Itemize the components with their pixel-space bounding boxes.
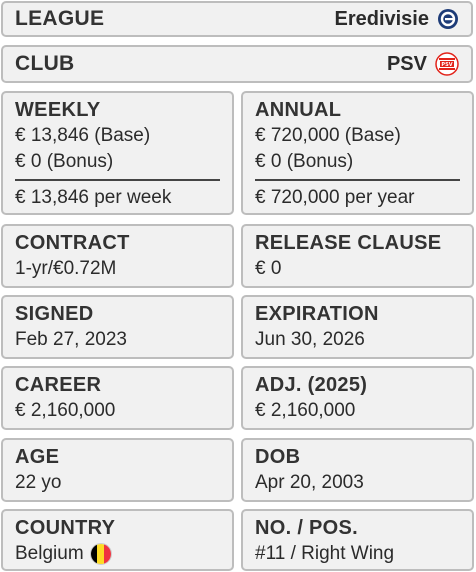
- dob-label: DOB: [255, 446, 301, 468]
- career-value: € 2,160,000: [15, 400, 116, 421]
- annual-bonus: € 0 (Bonus): [255, 151, 354, 172]
- adjusted-label: ADJ. (2025): [255, 374, 368, 396]
- release-clause-value: € 0: [255, 258, 282, 279]
- career-card: [1, 366, 234, 430]
- contract-label: CONTRACT: [15, 232, 130, 254]
- weekly-base: € 13,846 (Base): [15, 125, 151, 146]
- position-value: #11 / Right Wing: [255, 543, 395, 564]
- release-clause-label: RELEASE CLAUSE: [255, 232, 442, 254]
- club-row: [1, 45, 473, 83]
- club-label: CLUB: [15, 52, 75, 75]
- age-value: 22 yo: [15, 472, 62, 493]
- signed-label: SIGNED: [15, 303, 94, 325]
- weekly-bonus: € 0 (Bonus): [15, 151, 114, 172]
- weekly-divider: [15, 179, 220, 181]
- position-label: NO. / POS.: [255, 517, 359, 539]
- annual-total: € 720,000 per year: [255, 187, 415, 208]
- club-value-group: [387, 52, 459, 76]
- expiration-card: [241, 295, 474, 359]
- adjusted-card: [241, 366, 474, 430]
- weekly-label: WEEKLY: [15, 99, 101, 121]
- contract-value: 1-yr/€0.72M: [15, 258, 117, 279]
- signed-value: Feb 27, 2023: [15, 329, 127, 350]
- belgium-flag-icon: [90, 543, 112, 565]
- position-card: [241, 509, 474, 571]
- weekly-card: [1, 91, 234, 215]
- psv-crest-icon: [435, 52, 459, 76]
- dob-card: [241, 438, 474, 502]
- league-label: LEAGUE: [15, 7, 105, 30]
- age-card: [1, 438, 234, 502]
- country-label: COUNTRY: [15, 517, 116, 539]
- annual-base: € 720,000 (Base): [255, 125, 401, 146]
- club-value: PSV: [386, 52, 427, 75]
- league-value: Eredivisie: [334, 7, 429, 30]
- career-label: CAREER: [15, 374, 102, 396]
- annual-label: ANNUAL: [255, 99, 342, 121]
- expiration-label: EXPIRATION: [255, 303, 379, 325]
- psv-crest-text: PSV: [441, 62, 453, 68]
- signed-card: [1, 295, 234, 359]
- adjusted-value: € 2,160,000: [255, 400, 356, 421]
- country-card: [1, 509, 234, 571]
- expiration-value: Jun 30, 2026: [255, 329, 365, 350]
- dob-value: Apr 20, 2003: [255, 472, 364, 493]
- league-row: [1, 1, 473, 37]
- release-clause-card: [241, 224, 474, 288]
- eredivisie-logo-icon: [437, 8, 459, 30]
- annual-card: [241, 91, 474, 215]
- contract-card: [1, 224, 234, 288]
- annual-divider: [255, 179, 460, 181]
- country-value-group: [15, 541, 220, 567]
- league-value-group: [334, 8, 459, 31]
- country-value: Belgium: [15, 543, 84, 564]
- age-label: AGE: [15, 446, 60, 468]
- weekly-total: € 13,846 per week: [15, 187, 172, 208]
